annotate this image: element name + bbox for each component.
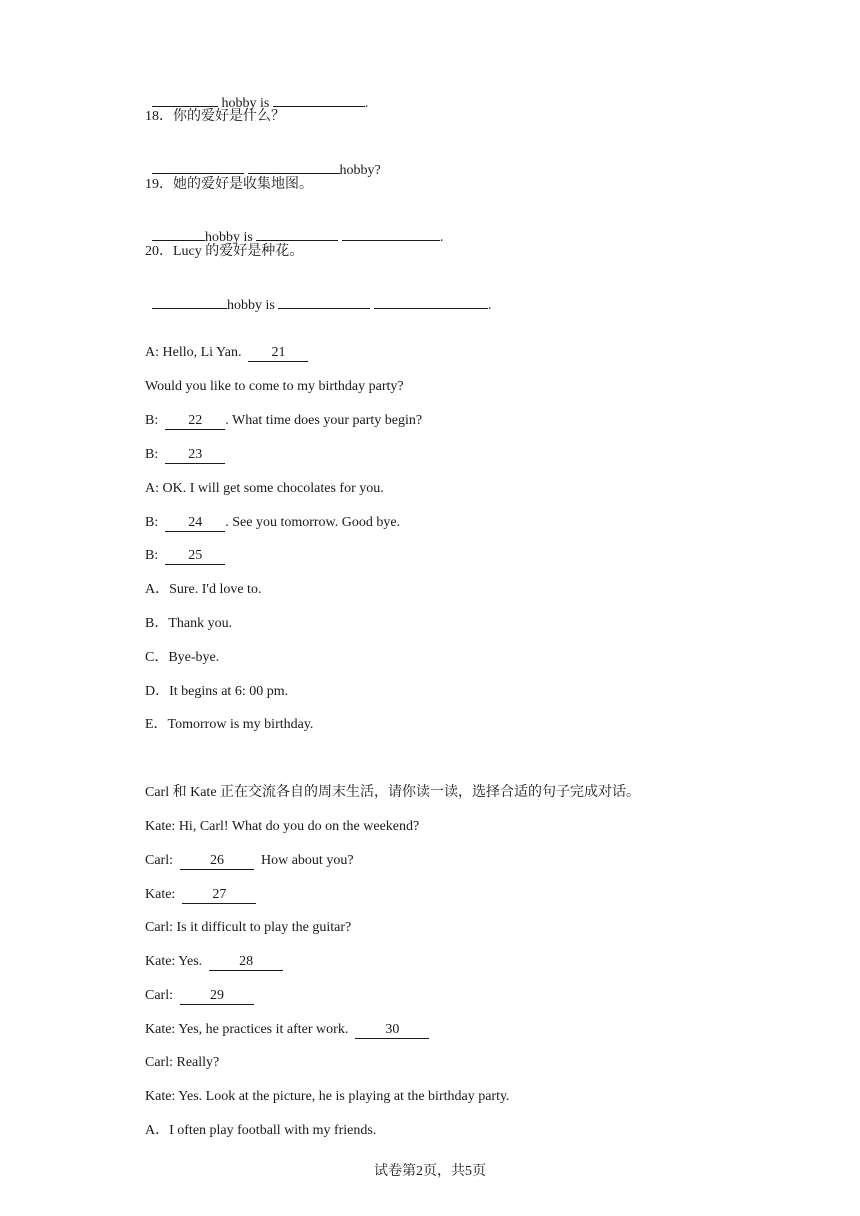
line-text: . [487,298,492,313]
answer-blank[interactable] [342,227,440,241]
speaker: B: [145,413,159,428]
dialog1-line-3 [145,412,422,430]
blank-number[interactable]: 24 [165,515,225,532]
blank-number[interactable]: 29 [180,988,254,1005]
q20-prompt: 20．Lucy 的爱好是种花。 [145,244,304,259]
answer-blank[interactable] [152,93,218,107]
line-text: . [439,230,444,245]
dialog2-line-4: Carl: Is it difficult to play the guitar? [145,920,352,935]
line-text: . What time does your party begin? [225,413,423,428]
q18-prompt: 18．你的爱好是什么？ [145,109,285,124]
dialog2-intro: Carl 和 Kate 正在交流各自的周末生活，请你读一读，选择合适的句子完成对话。 [145,785,641,800]
line-text: hobby is [227,298,275,313]
blank-number[interactable]: 21 [248,345,308,362]
answer-blank[interactable] [256,227,338,241]
dialog2-line-2 [145,852,354,870]
dialog2-line-9: Kate: Yes. Look at the picture, he is playing at the birthday party. [145,1089,510,1104]
speaker: Kate: Yes. [145,954,203,969]
line-text: . See you tomorrow. Good bye. [225,515,401,530]
blank-number[interactable]: 26 [180,853,254,870]
dialog2-option-a: A．I often play football with my friends. [145,1123,377,1138]
blank-number[interactable]: 27 [182,887,256,904]
option-a: A．Sure. I'd love to. [145,582,262,597]
dialog1-line-1 [145,344,308,362]
option-e: E．Tomorrow is my birthday. [145,717,314,732]
speaker: B: [145,515,159,530]
line-text: . [364,96,369,111]
answer-blank[interactable] [273,93,365,107]
dialog2-line-8: Carl: Really? [145,1055,220,1070]
dialog2-line-3 [145,886,256,904]
speaker: Carl: [145,853,173,868]
speaker: Carl: [145,988,173,1003]
blank-number[interactable]: 22 [165,413,225,430]
answer-blank[interactable] [152,295,227,309]
line-text: hobby? [339,163,381,178]
speaker: B: [145,548,159,563]
option-d: D．It begins at 6: 00 pm. [145,684,289,699]
speaker: B: [145,447,159,462]
answer-blank[interactable] [152,160,244,174]
option-b: B．Thank you. [145,616,233,631]
line-text: hobby is [205,230,253,245]
option-c: C．Bye-bye. [145,650,220,665]
line-text: hobby is [221,96,270,111]
blank-number[interactable]: 25 [165,548,225,565]
line-text: A: Hello, Li Yan. [145,345,242,360]
line-text: How about you? [261,853,354,868]
dialog1-line-6 [145,514,400,532]
dialog2-line-1: Kate: Hi, Carl! What do you do on the weekend? [145,819,420,834]
dialog1-line-7 [145,547,225,565]
q19-prompt: 19．她的爱好是收集地图。 [145,177,313,192]
page-footer: 试卷第2页，共5页 [374,1164,486,1179]
answer-blank[interactable] [152,227,205,241]
q19-answer-line [145,209,443,247]
dialog1-line-4 [145,446,225,464]
speaker: Kate: Yes, he practices it after work. [145,1022,349,1037]
blank-number[interactable]: 23 [165,447,225,464]
dialog2-line-5 [145,953,283,971]
answer-blank[interactable] [278,295,370,309]
dialog2-line-6 [145,987,254,1005]
blank-number[interactable]: 30 [355,1022,429,1039]
answer-blank[interactable] [374,295,488,309]
q18-answer-line [145,142,381,180]
dialog1-line-2: Would you like to come to my birthday party? [145,379,404,394]
q20-answer-line [145,277,491,315]
dialog2-line-7 [145,1021,429,1039]
blank-number[interactable]: 28 [209,954,283,971]
speaker: Kate: [145,887,176,902]
answer-blank[interactable] [248,160,340,174]
dialog1-line-5: A: OK. I will get some chocolates for you. [145,481,384,496]
